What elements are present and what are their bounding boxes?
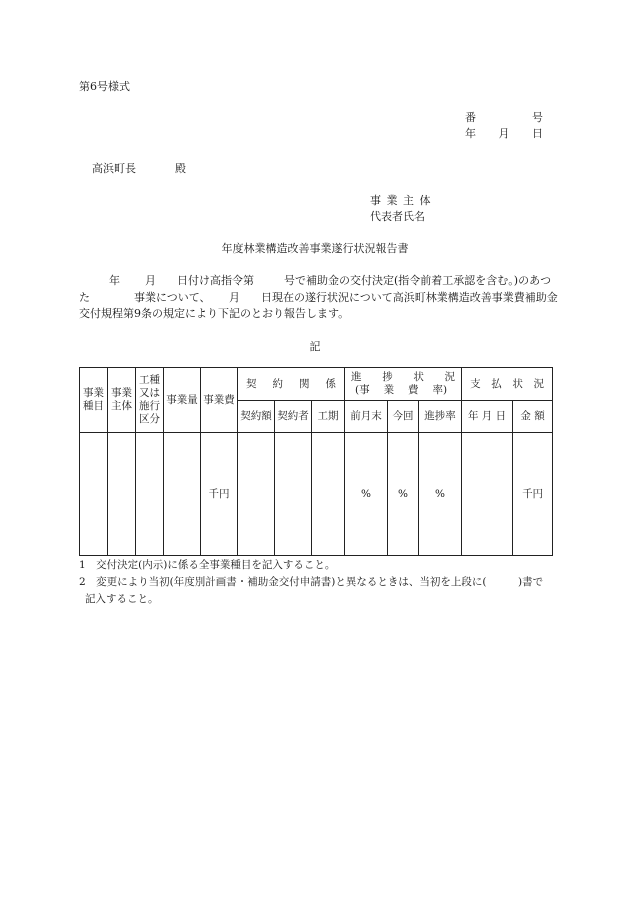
unit-label: % (361, 487, 372, 500)
body-l2-month: 月 (229, 291, 240, 304)
cell-shinchoku[interactable] (419, 433, 462, 556)
date-month-label: 月 (498, 127, 510, 140)
body-l2-rest: 日現在の遂行状況について高浜町林業構造改善事業費補助金 (261, 291, 558, 304)
body-l1-date-ref: 日付け高指令第 (177, 274, 254, 287)
number-label: 番 (465, 111, 476, 124)
col-jigyoryo-header: 事業量 (164, 368, 201, 433)
col-jigyo-shumoku-header: 事業 種目 (80, 368, 108, 433)
cell-jigyohi[interactable] (201, 433, 238, 556)
addressee-honorific: 殿 (175, 162, 186, 175)
form-number: 第6号様式 (79, 80, 130, 93)
cell-kingaku[interactable] (513, 433, 553, 556)
cell-keiyakusha[interactable] (275, 433, 312, 556)
cell-keiyakugaku[interactable] (238, 433, 275, 556)
body-l1-month: 月 (145, 274, 156, 287)
cell-nengappi[interactable] (462, 433, 513, 556)
note-2-continued: 記入すること。 (85, 593, 159, 605)
col-keiyakugaku-header: 契約額 (238, 401, 275, 433)
addressee: 高浜町長 (92, 162, 136, 175)
table-header-row-1 (80, 368, 553, 401)
number-suffix: 号 (532, 111, 543, 124)
sender-entity-label: 事 業 主 体 (370, 194, 432, 207)
cell-jigyoryo[interactable] (164, 433, 201, 556)
col-konkai-header: 今回 (388, 401, 419, 433)
body-l2-project: 事業について、 (134, 291, 211, 304)
cell-zengetsumatsu[interactable] (345, 433, 388, 556)
unit-label: 千円 (522, 487, 544, 500)
unit-label: % (435, 487, 446, 500)
group-keiyaku-header: 契 約 関 係 (238, 368, 345, 401)
document-title: 年度林業構造改善事業遂行状況報告書 (221, 242, 409, 255)
body-l1-rest: 号で補助金の交付決定(指令前着工承認を含む。)のあつ (284, 274, 552, 287)
status-report-table (79, 367, 553, 556)
unit-label: % (398, 487, 409, 500)
note-2: 2 変更により当初(年度別計画書・補助金交付申請書)と異なるときは、当初を上段に( )書で (79, 576, 544, 588)
col-keiyakusha-header: 契約者 (275, 401, 312, 433)
date-day-label: 日 (532, 127, 543, 140)
group-shincho-header: 進 捗 状 況 (事 業 費 率) (345, 368, 462, 401)
col-nengappi-header: 年 月 日 (462, 401, 513, 433)
table-row (80, 433, 553, 556)
cell-jigyo-shutai[interactable] (108, 433, 136, 556)
date-year-label: 年 (465, 127, 476, 140)
cell-konkai[interactable] (388, 433, 419, 556)
col-jigyohi-header: 事業費 (201, 368, 238, 433)
col-zengetsumatsu-header: 前月末 (345, 401, 388, 433)
unit-label: 千円 (208, 487, 230, 500)
col-kingaku-header: 金 額 (513, 401, 553, 433)
ki-heading: 記 (309, 340, 321, 353)
cell-jigyo-shumoku[interactable] (80, 433, 108, 556)
body-l1-year: 年 (109, 274, 120, 287)
document-number-line (465, 111, 543, 125)
col-jigyo-shutai-header: 事業 主体 (108, 368, 136, 433)
group-shiharai-header: 支 払 状 況 (462, 368, 553, 401)
cell-koki[interactable] (312, 433, 345, 556)
note-1: 1 交付決定(内示)に係る全事業種目を記入すること。 (79, 559, 336, 571)
body-l2-ta: た (79, 291, 90, 304)
col-shinchoku-header: 進捗率 (419, 401, 462, 433)
col-koshu-header: 工種 又は 施行 区分 (136, 368, 164, 433)
body-line-3: 交付規程第9条の規定により下記のとおり報告します。 (79, 307, 350, 320)
cell-koshu[interactable] (136, 433, 164, 556)
sender-representative-label: 代表者氏名 (370, 210, 425, 223)
col-koki-header: 工期 (312, 401, 345, 433)
document-date-line (465, 127, 543, 141)
